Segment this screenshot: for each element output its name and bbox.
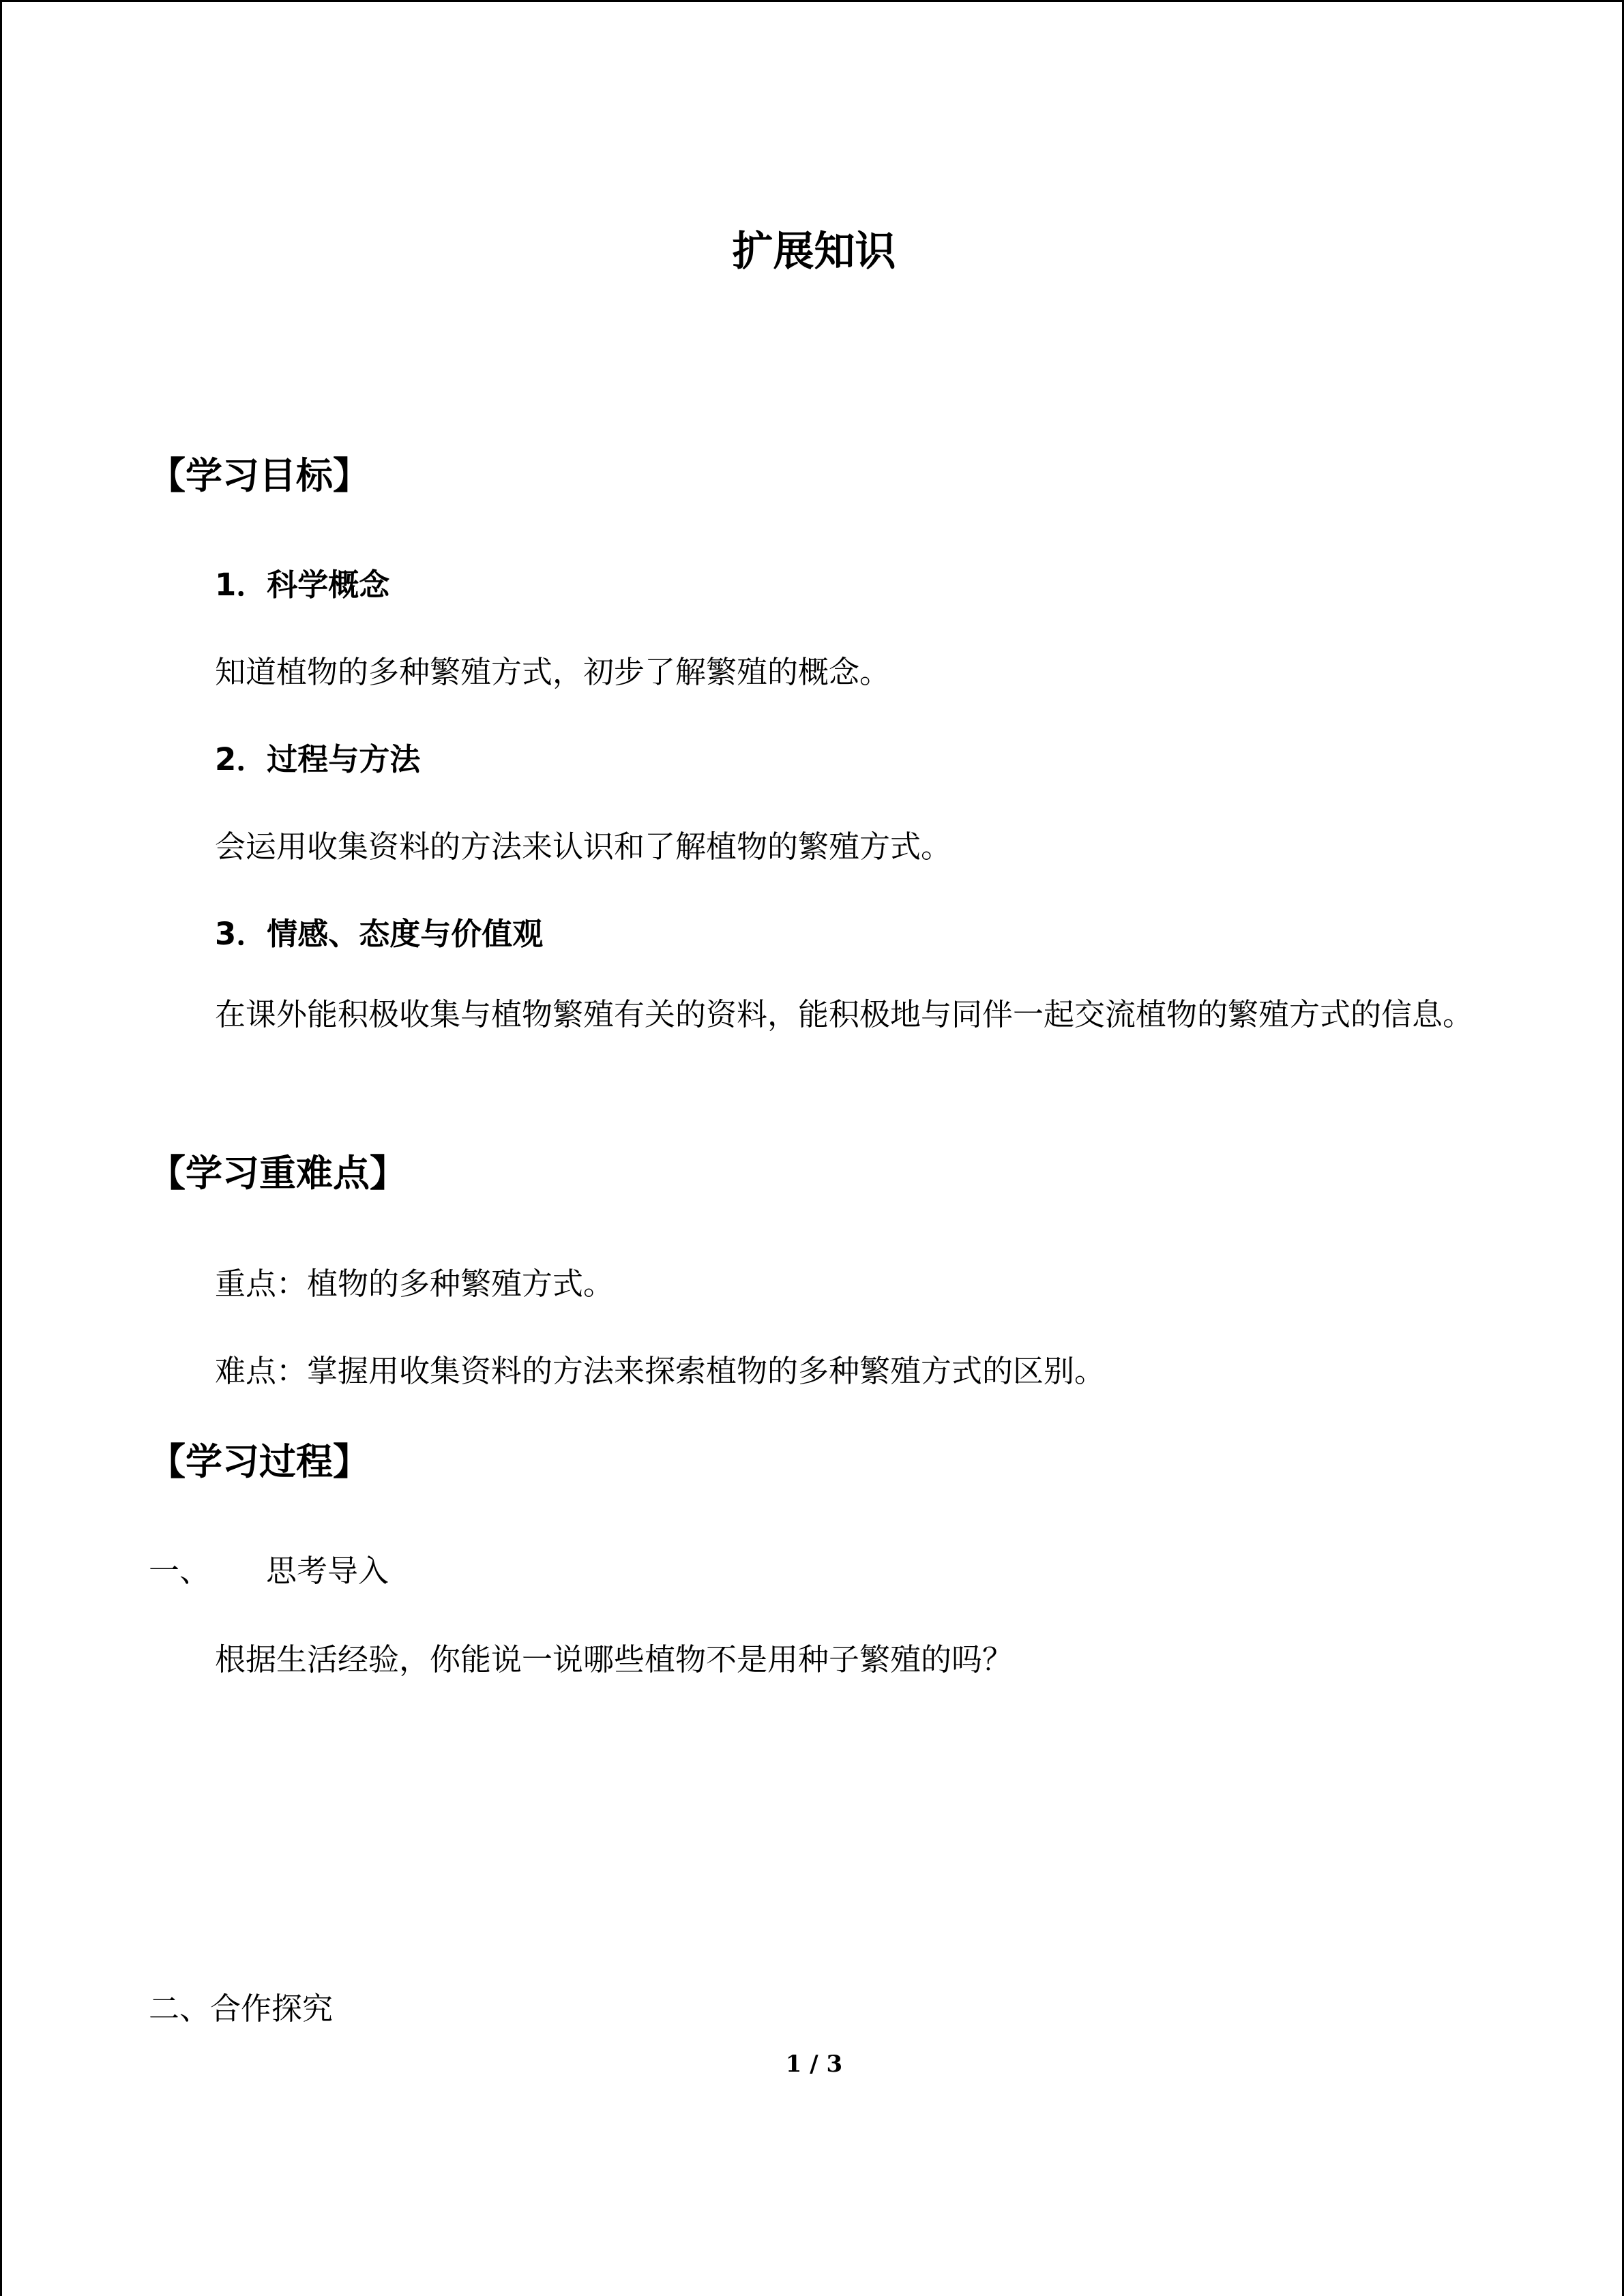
- objective-1-text: 知道植物的多种繁殖方式，初步了解繁殖的概念。: [215, 654, 891, 690]
- process-heading: 【学习过程】: [149, 1440, 370, 1483]
- document-title: 扩展知识: [732, 228, 896, 275]
- objective-2-label: 2．过程与方法: [215, 741, 421, 777]
- key-points-heading: 【学习重难点】: [149, 1152, 407, 1195]
- step-1-title: 思考导入: [266, 1553, 389, 1589]
- step-2-title: 二、合作探究: [149, 1991, 334, 2027]
- objectives-heading: 【学习目标】: [149, 454, 370, 497]
- objective-1-label: 1．科学概念: [215, 567, 390, 603]
- objective-3-label: 3．情感、态度与价值观: [215, 916, 544, 952]
- step-1-question: 根据生活经验，你能说一说哪些植物不是用种子繁殖的吗？: [215, 1641, 1014, 1678]
- key-point-difficulty: 难点：掌握用收集资料的方法来探索植物的多种繁殖方式的区别。: [215, 1353, 1106, 1389]
- objective-3-text: 在课外能积极收集与植物繁殖有关的资料，能积极地与同伴一起交流植物的繁殖方式的信息。: [215, 996, 1474, 1032]
- objective-2-text: 会运用收集资料的方法来认识和了解植物的繁殖方式。: [215, 829, 952, 865]
- key-point-focus: 重点：植物的多种繁殖方式。: [215, 1266, 615, 1302]
- page-number: 1 / 3: [785, 2051, 843, 2078]
- step-1-number: 一、: [149, 1553, 211, 1589]
